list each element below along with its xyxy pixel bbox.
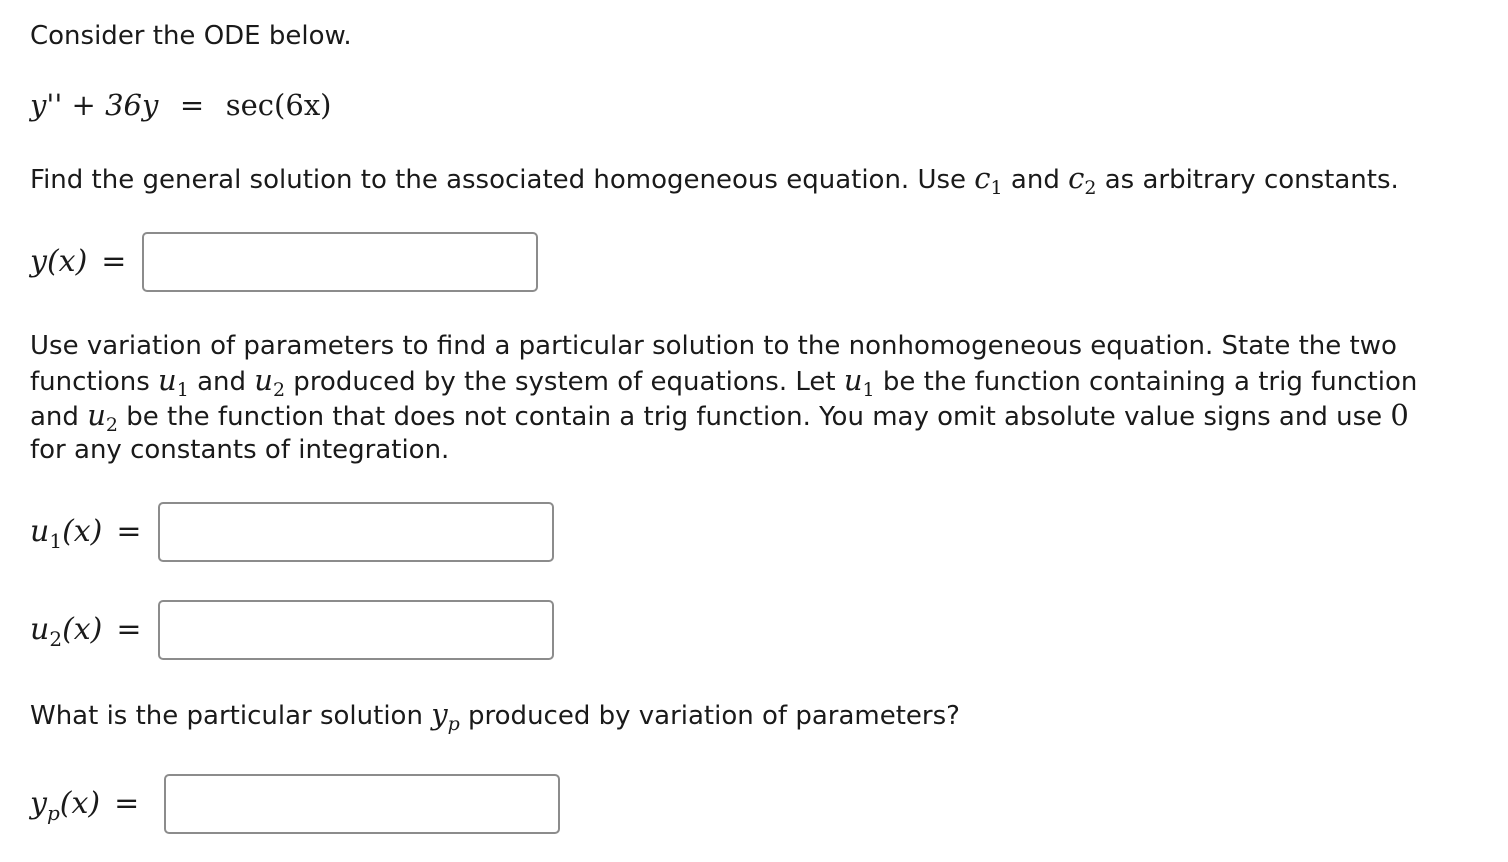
y-answer-label-eq: = bbox=[101, 244, 127, 279]
zero-constant: 0 bbox=[1390, 398, 1409, 432]
homogeneous-prompt bbox=[30, 161, 1399, 206]
u2-var-inline: u bbox=[254, 363, 273, 397]
variation-line-2-b: and bbox=[188, 367, 255, 397]
variation-line-2-a: functions bbox=[30, 367, 159, 397]
yp-answer-label bbox=[30, 784, 139, 833]
u2-answer-label-arg: (x) bbox=[62, 612, 103, 647]
yp-answer-label-arg: (x) bbox=[59, 786, 101, 821]
homogeneous-prompt-before: Find the general solution to the associated homogeneous equation. Use bbox=[30, 165, 975, 195]
variation-line-4: for any constants of integration. bbox=[30, 435, 450, 465]
u2-answer-input[interactable] bbox=[158, 600, 554, 660]
particular-prompt-before: What is the particular solution bbox=[30, 701, 432, 731]
variation-line-2-c: produced by the system of equations. Let bbox=[285, 367, 844, 397]
u2-sub-inline: 2 bbox=[272, 379, 286, 401]
ode-rhs: sec(6x) bbox=[225, 88, 332, 122]
ode-equation bbox=[30, 85, 332, 126]
u2-var-inline-2: u bbox=[87, 398, 106, 432]
yp-var-inline: y bbox=[431, 697, 448, 731]
homogeneous-prompt-after: as arbitrary constants. bbox=[1096, 165, 1399, 195]
yp-answer-label-eq: = bbox=[114, 786, 140, 821]
c2-var: c bbox=[1068, 161, 1085, 195]
particular-prompt-after: produced by variation of parameters? bbox=[459, 701, 960, 731]
yp-answer-label-sub: p bbox=[46, 801, 60, 825]
yp-answer-input[interactable] bbox=[164, 774, 560, 834]
u1-sub-inline: 1 bbox=[176, 379, 189, 401]
particular-prompt bbox=[30, 697, 960, 742]
u1-sub-inline-2: 1 bbox=[862, 379, 875, 401]
u2-answer-label-eq: = bbox=[116, 612, 142, 647]
yp-answer-label-var: y bbox=[30, 786, 47, 821]
c2-sub: 2 bbox=[1084, 177, 1097, 199]
y-answer-label bbox=[30, 242, 126, 282]
ode-lhs: y'' + 36y bbox=[30, 88, 159, 122]
c1-var: c bbox=[974, 161, 991, 195]
y-answer-label-var: y(x) bbox=[30, 244, 88, 279]
c1-sub: 1 bbox=[990, 177, 1003, 199]
u1-answer-label-var: u bbox=[30, 514, 50, 549]
u1-answer-label-arg: (x) bbox=[62, 514, 103, 549]
u1-answer-label-sub: 1 bbox=[49, 529, 63, 553]
variation-line-3-a: and bbox=[30, 402, 88, 432]
u1-var-inline-2: u bbox=[843, 363, 863, 397]
variation-line-3-b: be the function that does not contain a trig function. You may omit absolute value signs and use bbox=[117, 402, 1391, 432]
u1-answer-input[interactable] bbox=[158, 502, 554, 562]
variation-line-2-d: be the function containing a trig function bbox=[874, 367, 1418, 397]
u2-answer-label bbox=[30, 610, 142, 659]
u2-sub-inline-2: 2 bbox=[105, 414, 118, 436]
u1-answer-label-eq: = bbox=[116, 514, 142, 549]
u1-answer-label bbox=[30, 512, 142, 561]
homogeneous-prompt-mid: and bbox=[1002, 165, 1069, 195]
u2-answer-label-var: u bbox=[30, 612, 50, 647]
yp-sub-inline: p bbox=[447, 713, 460, 735]
u2-answer-label-sub: 2 bbox=[49, 627, 63, 651]
ode-equals: = bbox=[179, 88, 205, 122]
y-answer-input[interactable] bbox=[142, 232, 538, 292]
u1-var-inline: u bbox=[158, 363, 177, 397]
variation-line-1: Use variation of parameters to find a particular solution to the nonhomogeneous equation. State the two bbox=[30, 331, 1397, 361]
intro-text: Consider the ODE below. bbox=[30, 21, 352, 51]
